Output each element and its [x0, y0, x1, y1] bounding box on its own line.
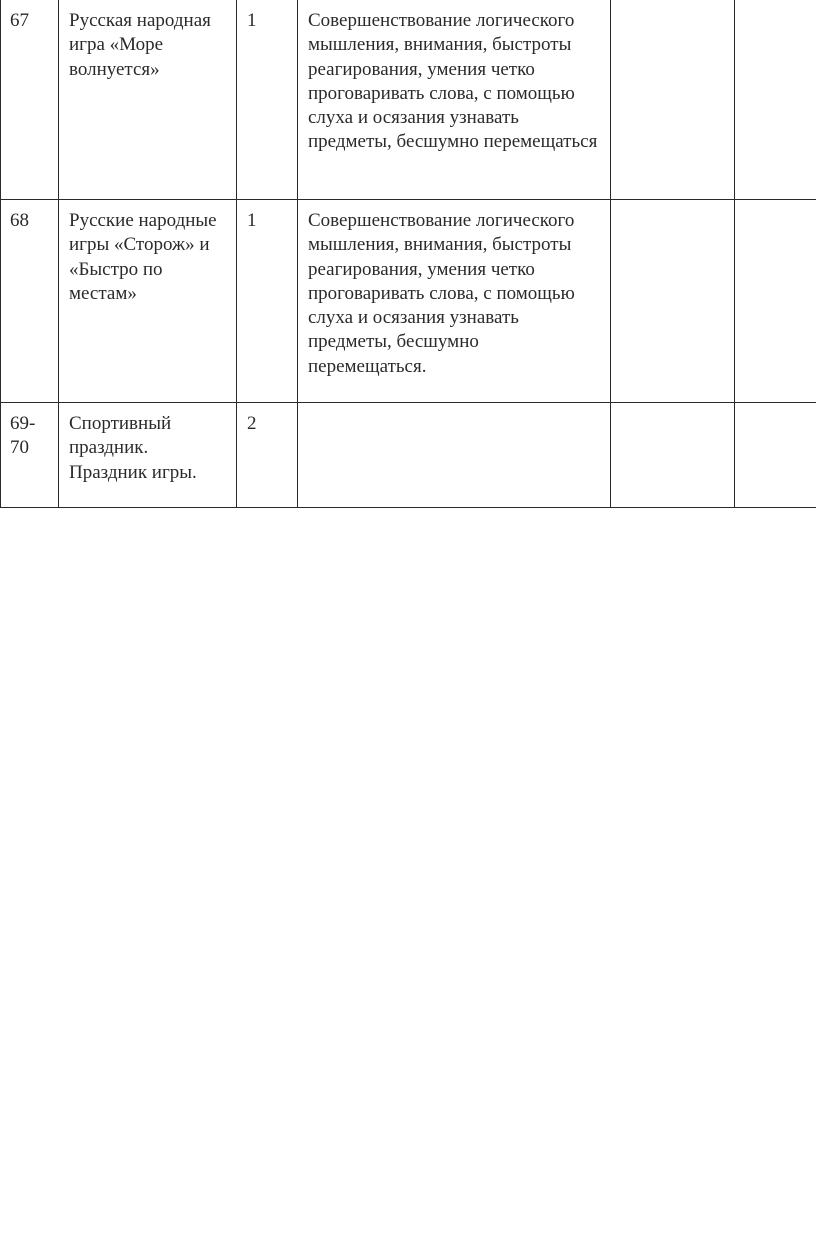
lesson-number-cell: 69-70	[1, 403, 59, 508]
lesson-hours-cell: 1	[237, 0, 298, 200]
lesson-goal-cell: Совершенствование логического мышления, внимания, быстроты реагирования, умения четко проговаривать слова, с помощью слуха и осязания узнавать предметы, бесшумно перемещаться	[298, 0, 611, 200]
table-row	[1, 200, 816, 403]
empty-cell	[611, 0, 735, 200]
lesson-hours-cell: 2	[237, 403, 298, 508]
empty-cell	[735, 403, 816, 508]
lesson-plan-table	[0, 0, 816, 508]
lesson-goal-cell: Совершенствование логического мышления, внимания, быстроты реагирования, умения четко проговаривать слова, с помощью слуха и осязания узнавать предметы, бесшумно перемещаться.	[298, 200, 611, 403]
empty-cell	[735, 200, 816, 403]
lesson-number-cell: 68	[1, 200, 59, 403]
empty-cell	[611, 403, 735, 508]
lesson-number-cell: 67	[1, 0, 59, 200]
lesson-goal-cell	[298, 403, 611, 508]
lesson-hours-cell: 1	[237, 200, 298, 403]
empty-cell	[611, 200, 735, 403]
empty-cell	[735, 0, 816, 200]
table-row	[1, 403, 816, 508]
lesson-name-cell: Русская народная игра «Море волнуется»	[59, 0, 237, 200]
lesson-name-cell: Русские народные игры «Сторож» и «Быстро по местам»	[59, 200, 237, 403]
lesson-name-cell: Спортивный праздник. Праздник игры.	[59, 403, 237, 508]
table-row	[1, 0, 816, 200]
